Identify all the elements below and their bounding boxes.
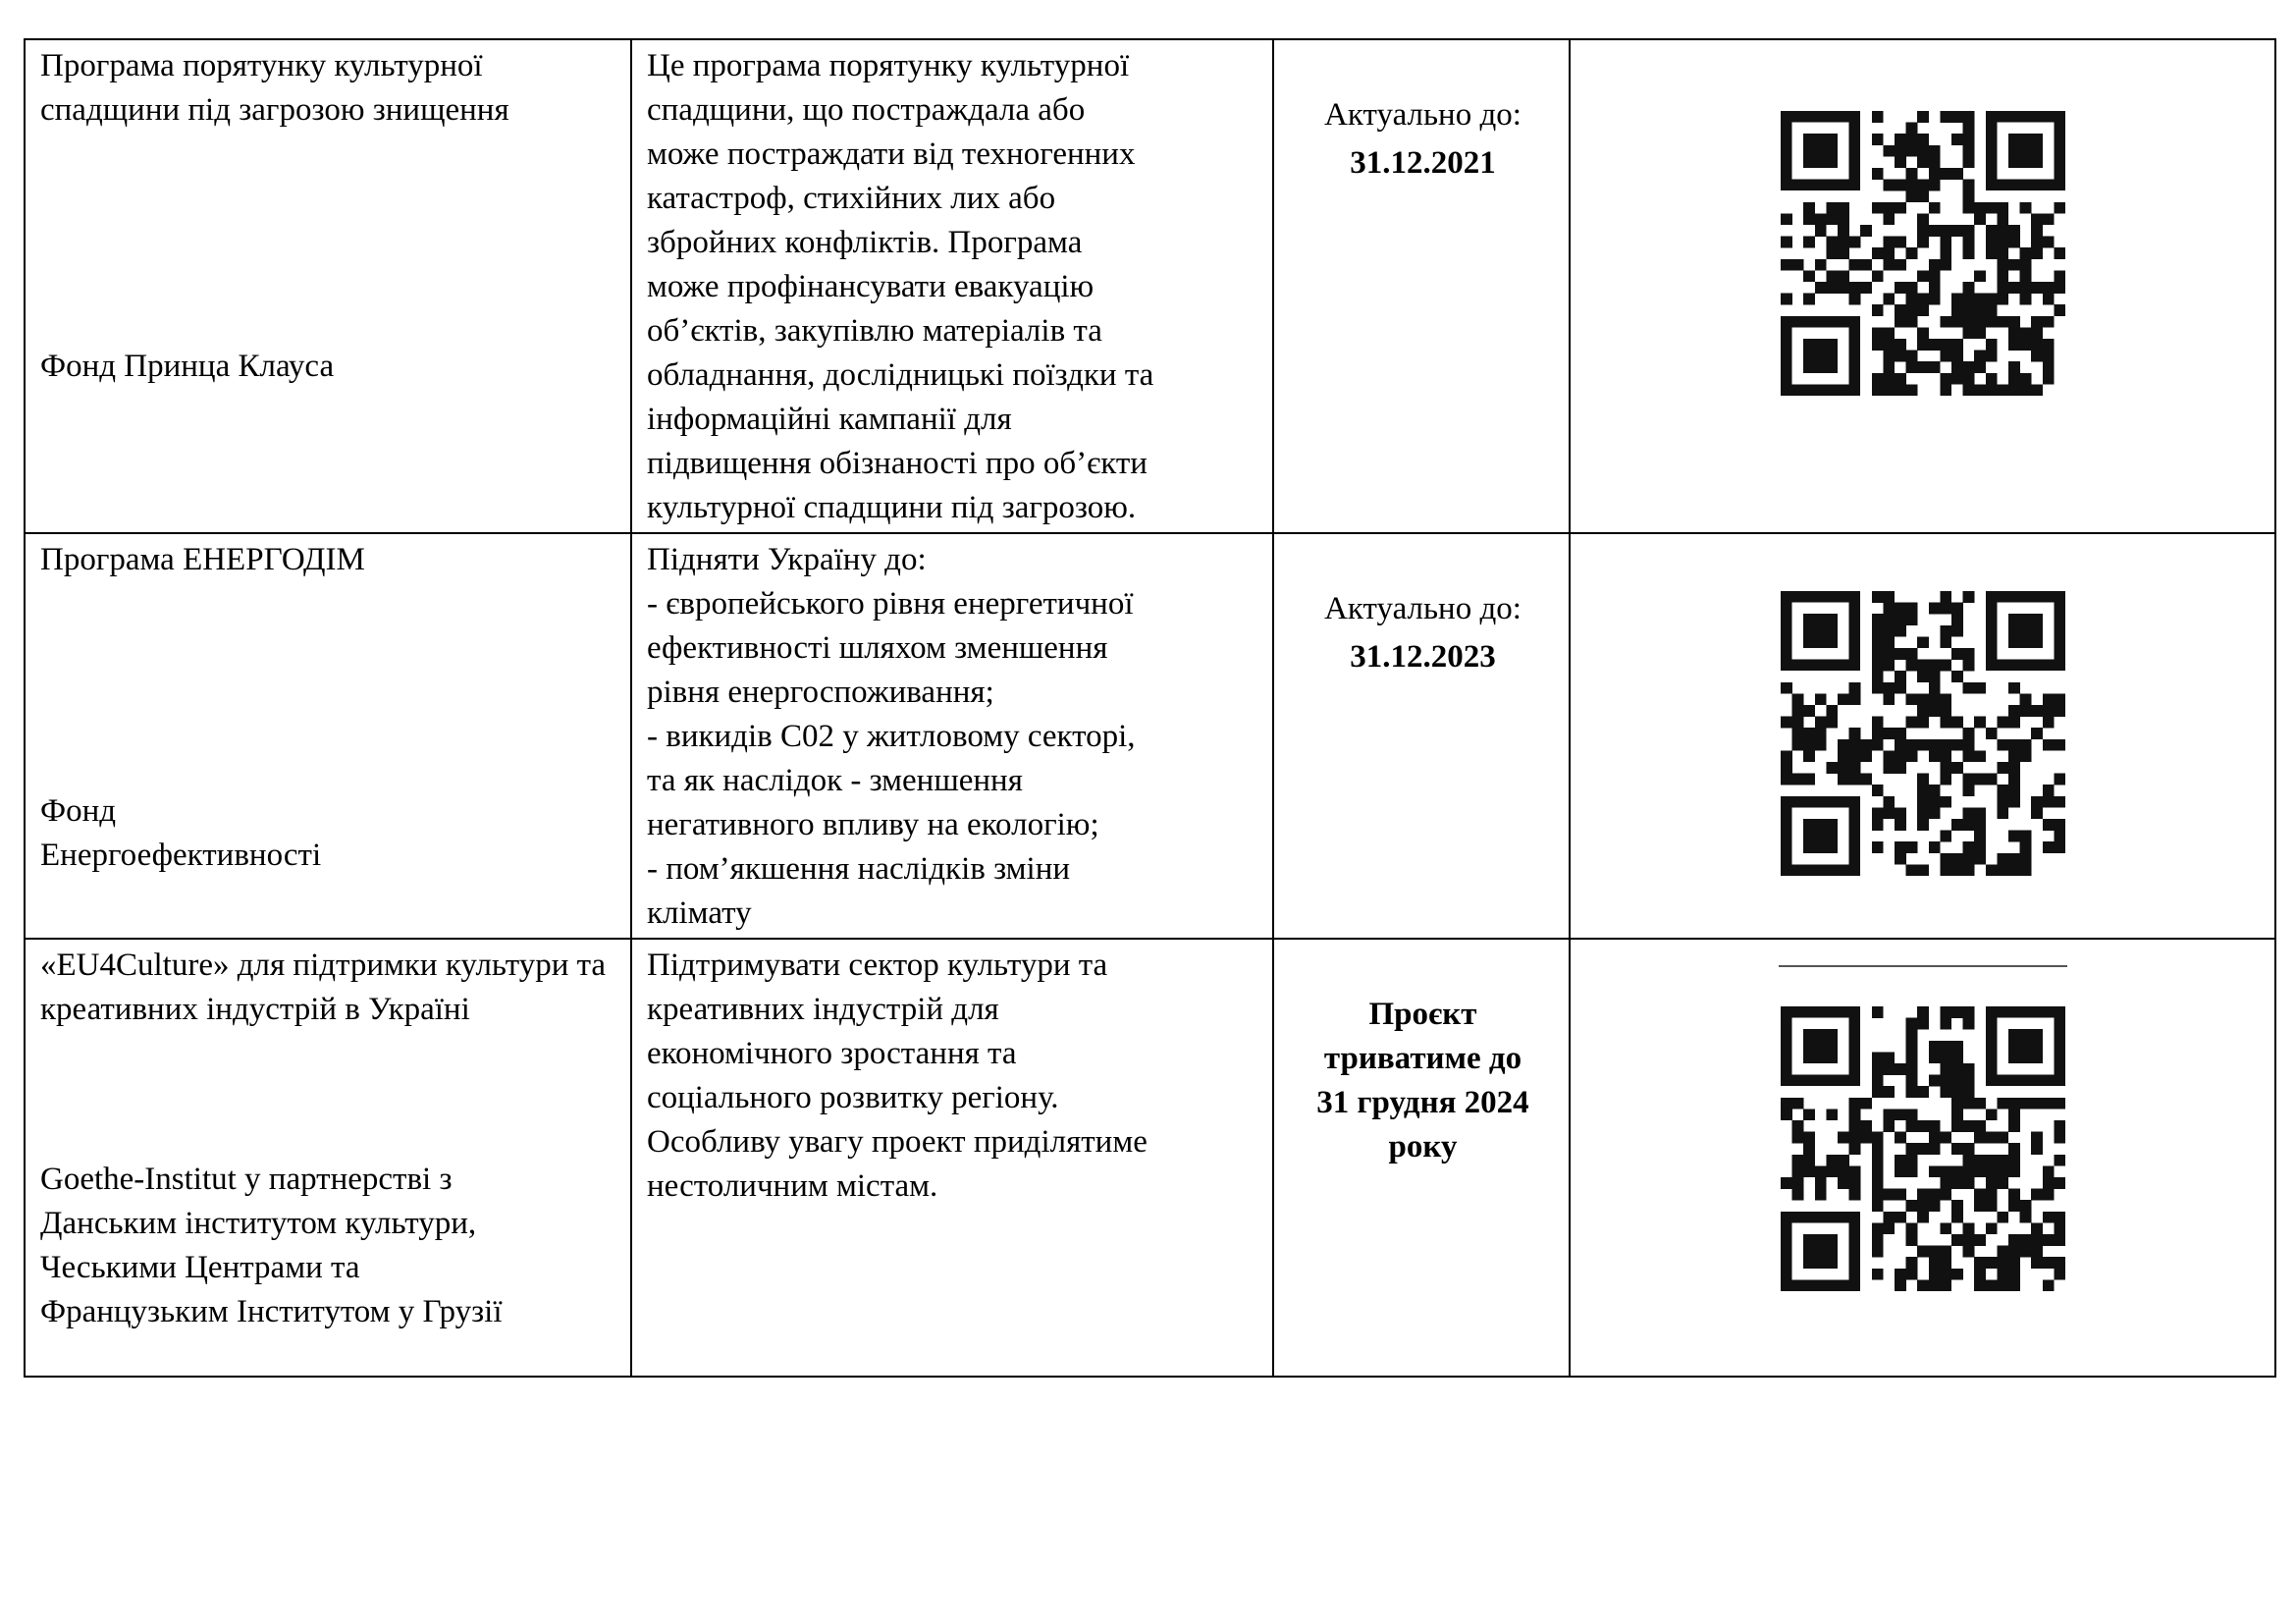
program-cell [25, 39, 631, 533]
table-row [25, 533, 2275, 939]
deadline-label: Актуально до: [1324, 97, 1522, 133]
description-cell [631, 939, 1273, 1377]
qr-code-icon[interactable] [1781, 111, 2065, 396]
description-line: ефективності шляхом зменшення [647, 630, 1108, 666]
table-row [25, 39, 2275, 533]
description-line: катастроф, стихійних лих або [647, 181, 1056, 216]
deadline-text: Проєкт триватиме до 31 грудня 2024 року [1316, 997, 1529, 1164]
description-line: інформаційні кампанії для [647, 402, 1012, 437]
description-line: може профінансувати евакуацію [647, 269, 1095, 304]
qr-cell [1570, 39, 2275, 533]
description-line: та як наслідок - зменшення [647, 763, 1023, 798]
qr-code-icon[interactable] [1781, 1006, 2065, 1291]
description-line: креативних індустрій для [647, 992, 999, 1027]
description-line: соціального розвитку регіону. [647, 1080, 1059, 1115]
description-line: Підтримувати сектор культури та [647, 947, 1108, 983]
description-line: підвищення обізнаності про об’єкти [647, 446, 1148, 481]
grants-table [24, 38, 2276, 1378]
description-line: клімату [647, 895, 752, 931]
deadline-value: 31.12.2021 [1350, 145, 1496, 181]
organization-name: Фонд Енергоефективності [40, 793, 322, 873]
program-name: Програма порятунку культурної спадщини під загрозою знищення [40, 48, 509, 128]
table-row [25, 939, 2275, 1377]
description-line: Підняти Україну до: [647, 542, 927, 577]
description-cell [631, 39, 1273, 533]
description-line: Це програма порятунку культурної [647, 48, 1130, 83]
program-name: «EU4Culture» для підтримки культури та креативних індустрій в Україні [40, 947, 607, 1027]
program-cell [25, 939, 631, 1377]
deadline-cell [1273, 533, 1570, 939]
deadline-cell [1273, 39, 1570, 533]
description-line: обладнання, дослідницькі поїздки та [647, 357, 1154, 393]
description-line: Особливу увагу проект приділятиме [647, 1124, 1148, 1160]
description-line: - пом’якшення наслідків зміни [647, 851, 1071, 887]
description-line: культурної спадщини під загрозою. [647, 490, 1137, 525]
divider [1779, 965, 2067, 967]
qr-cell [1570, 533, 2275, 939]
organization-name: Goethe-Institut у партнерстві з Данським інститутом культури, Чеськими Центрами та Французьким Інститутом у Грузії [40, 1162, 503, 1329]
deadline-cell [1273, 939, 1570, 1377]
deadline-value: 31.12.2023 [1350, 639, 1496, 675]
program-cell [25, 533, 631, 939]
description-line: економічного зростання та [647, 1036, 1017, 1071]
description-line: збройних конфліктів. Програма [647, 225, 1083, 260]
description-line: об’єктів, закупівлю матеріалів та [647, 313, 1102, 349]
description-line: спадщини, що постраждала або [647, 92, 1086, 128]
qr-code-icon[interactable] [1781, 591, 2065, 876]
description-line: може постраждати від техногенних [647, 136, 1136, 172]
deadline-label: Актуально до: [1324, 591, 1522, 626]
organization-name: Фонд Принца Клауса [40, 349, 335, 384]
description-line: нестоличним містам. [647, 1168, 938, 1204]
description-line: - європейського рівня енергетичної [647, 586, 1134, 622]
description-line: негативного впливу на екологію; [647, 807, 1099, 842]
description-line: - викидів С02 у житловому секторі, [647, 719, 1136, 754]
qr-cell [1570, 939, 2275, 1377]
description-cell [631, 533, 1273, 939]
program-name: Програма ЕНЕРГОДІМ [40, 542, 365, 577]
description-line: рівня енергоспоживання; [647, 675, 994, 710]
